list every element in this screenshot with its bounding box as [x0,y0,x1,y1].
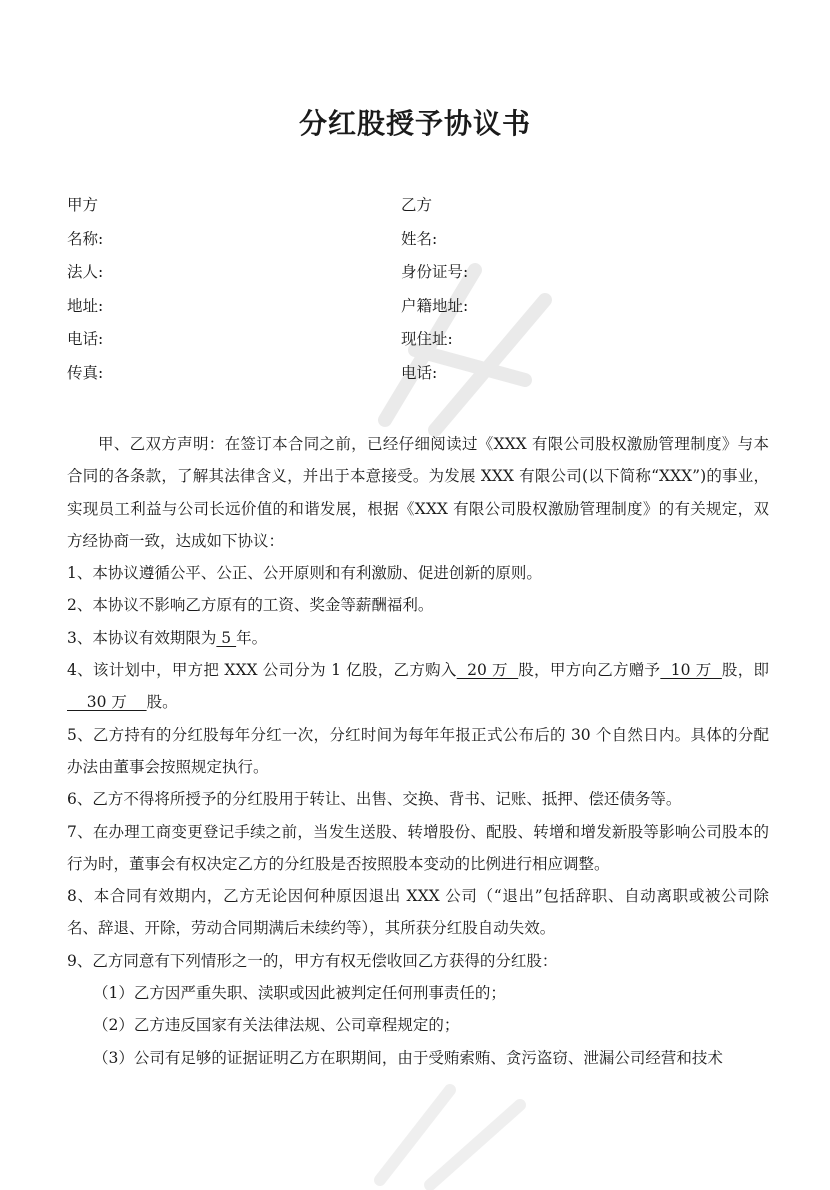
clause-8: 8、本合同有效期内，乙方无论因何种原因退出 XXX 公司（“退出”包括辞职、自动离职或被公司除名、辞退、开除，劳动合同期满后未续约等），其所获分红股自动失效。 [67,887,769,938]
watermark-graphic-bottom [360,1070,540,1190]
party-b-current-address-field: 现住址: [401,330,453,348]
gifted-shares-value: 10 万 [660,661,722,680]
party-b-name-field: 姓名: [401,229,438,248]
party-b-heading: 乙方 [401,196,433,214]
term-years-value: 5 [216,628,237,647]
party-a-block [67,194,103,395]
clause-3 [67,622,769,654]
clause-9-item-1: （1）乙方因严重失职、渎职或因此被判定任何刑事责任的； [93,984,506,1003]
party-b-id-field: 身份证号: [401,263,469,281]
agreement-body [67,428,769,1074]
clause-3-text: 3、本协议有效期限为 [67,628,217,647]
party-a-legal-rep-field: 法人: [67,263,104,281]
party-b-household-address-field: 户籍地址: [401,296,469,315]
clause-4-text-c: 股，即 [721,661,769,680]
clause-4 [67,654,769,719]
document-title: 分红股授予协议书 [298,107,531,140]
party-a-address-field: 地址: [67,296,104,315]
clause-9-item-3: （3）公司有足够的证据证明乙方在职期间，由于受贿索贿、贪污盗窃、泄漏公司经营和技术 [93,1048,723,1067]
clause-9-item-2: （2）乙方违反国家有关法律法规、公司章程规定的； [93,1016,460,1035]
total-shares-value: 30 万 [67,693,147,712]
clause-4-text-d: 股。 [146,693,178,712]
clause-9: 9、乙方同意有下列情形之一的，甲方有权无偿收回乙方获得的分红股： [67,951,558,970]
party-a-fax-field: 传真: [67,363,104,382]
purchased-shares-value: 20 万 [456,661,519,680]
clause-4-text-b: 股，甲方向乙方赠予 [518,661,661,680]
party-b-block [401,194,468,395]
preamble-paragraph: 甲、乙双方声明：在签订本合同之前，已经仔细阅读过《XXX 有限公司股权激励管理制度》与本合同的各条款，了解其法律含义，并出于本意接受。为发展 XXX 有限公司(以下简称“XXX”)的事业，实现员工利益与公司长远价值的和谐发展，根据《XXX 有限公司股权激励管理制度》的有关规定，双方经协商一致，达成如下协议： [67,435,769,550]
party-a-phone-field: 电话: [67,330,104,348]
clause-2: 2、本协议不影响乙方原有的工资、奖金等薪酬福利。 [67,596,434,615]
clause-5: 5、乙方持有的分红股每年分红一次，分红时间为每年年报正式公布后的 30 个自然日内。具体的分配办法由董事会按照规定执行。 [67,725,769,776]
clause-6: 6、乙方不得将所授予的分红股用于转让、出售、交换、背书、记账、抵押、偿还债务等。 [67,790,682,809]
party-a-name-field: 名称: [67,229,104,248]
clause-1: 1、本协议遵循公平、公正、公开原则和有利激励、促进创新的原则。 [67,564,542,583]
clause-4-text-a: 4、该计划中，甲方把 XXX 公司分为 1 亿股，乙方购入 [67,661,457,680]
party-a-heading: 甲方 [67,196,99,214]
party-b-phone-field: 电话: [401,363,438,382]
clause-7: 7、在办理工商变更登记手续之前，当发生送股、转增股份、配股、转增和增发新股等影响公司股本的行为时，董事会有权决定乙方的分红股是否按照股本变动的比例进行相应调整。 [67,822,769,873]
clause-3-suffix: 年。 [236,628,268,647]
